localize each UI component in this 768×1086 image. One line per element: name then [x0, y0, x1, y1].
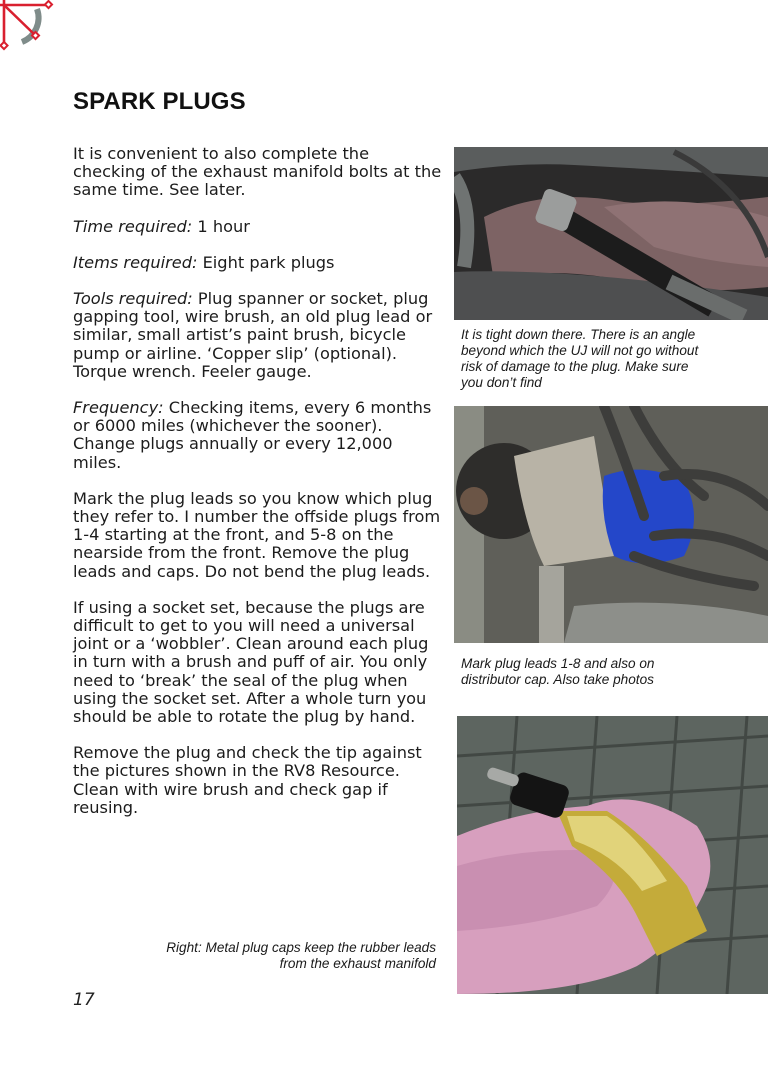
- socket-set-paragraph: If using a socket set, because the plugs are difficult to get to you will need a universal joint or a ‘wobbler’. Clean around each plug in turn with a brush and puff of air. You only need to ‘break’ the seal of the plug when using the socket set. After a whole turn you should be able to rotate the plug by hand.: [73, 597, 429, 727]
- tools-required-label: Tools required:: [73, 289, 193, 309]
- photo-caption-universal-joint: It is tight down there. There is an angle beyond which the UJ will not go without risk of damage to the plug. Make sure you don’t find: [461, 327, 699, 390]
- time-required: [73, 218, 445, 236]
- intro-paragraph: It is convenient to also complete the checking of the exhaust manifold bolts at the same time. See later.: [73, 144, 442, 200]
- time-required-value: 1 hour: [192, 216, 250, 236]
- frequency-value: Checking items, every 6 months or 6000 miles (whichever the sooner). Change plugs annually or every 12,000 miles.: [73, 398, 432, 472]
- body-text: [73, 145, 445, 835]
- frequency: [73, 399, 445, 472]
- tools-required: [73, 290, 445, 381]
- photo-distributor-cap: [454, 406, 768, 643]
- mark-leads-paragraph: Mark the plug leads so you know which plug they refer to. I number the offside plugs from 1-4 starting at the front, and 5-8 on the nearside from the front. Remove the plug leads and caps. Do not bend the plug leads.: [73, 488, 441, 581]
- photo-caption-distributor-cap: Mark plug leads 1-8 and also on distributor cap. Also take photos: [461, 656, 655, 687]
- page-title: SPARK PLUGS: [73, 88, 246, 115]
- photo-metal-plug-cap: [457, 716, 768, 994]
- time-required-label: Time required:: [73, 216, 193, 236]
- tools-required-value: Plug spanner or socket, plug gapping tool, wire brush, an old plug lead or similar, small artist’s paint brush, bicycle pump or airline. ‘Copper slip’ (optional). Torque wrench. Feeler gauge.: [73, 289, 433, 381]
- publisher-logo-icon: [0, 0, 60, 60]
- items-required-value: Eight park plugs: [197, 252, 335, 272]
- items-required-label: Items required:: [73, 252, 198, 272]
- page-number: 17: [73, 990, 95, 1010]
- frequency-label: Frequency:: [73, 398, 164, 418]
- photo-caption-metal-plug-cap: Right: Metal plug caps keep the rubber leads from the exhaust manifold: [166, 940, 436, 971]
- items-required: [73, 254, 445, 272]
- photo-universal-joint: [454, 147, 768, 320]
- remove-plug-paragraph: Remove the plug and check the tip against the pictures shown in the RV8 Resource. Clean with wire brush and check gap if reusing.: [73, 743, 422, 817]
